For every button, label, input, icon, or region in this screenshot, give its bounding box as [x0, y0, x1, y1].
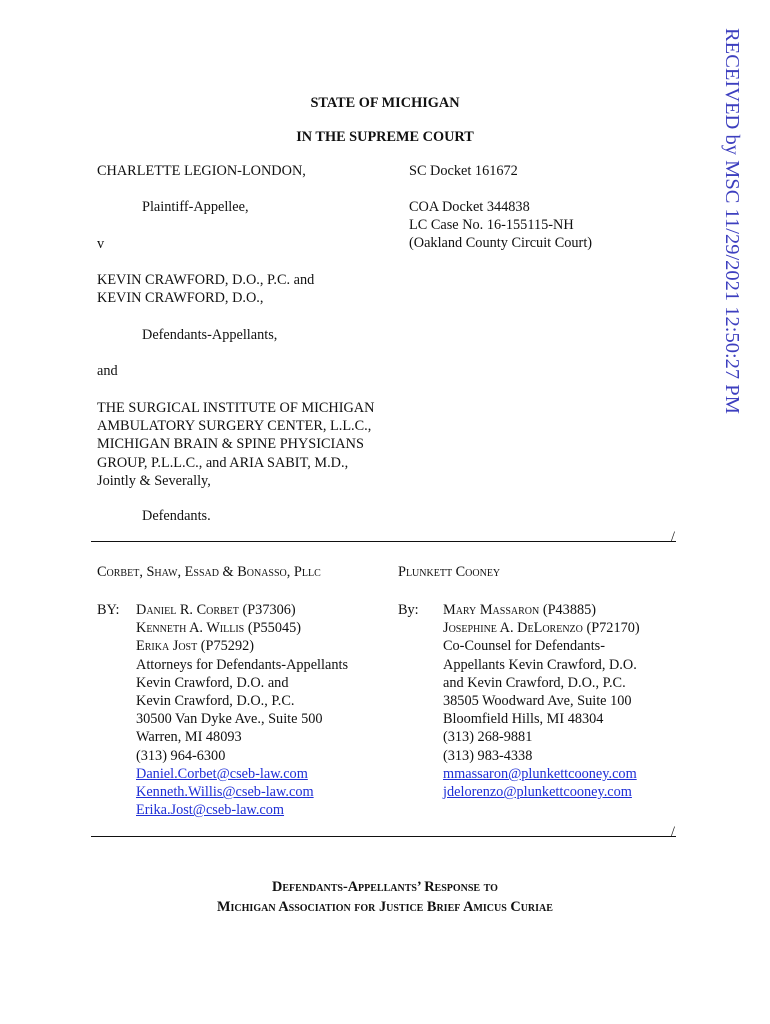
attorney-name: Erika Jost (P75292) [136, 638, 254, 655]
lc-case: LC Case No. 16-155115-NH [409, 217, 574, 234]
email-link[interactable]: jdelorenzo@plunkettcooney.com [443, 784, 632, 801]
attorney-name: Josephine A. DeLorenzo (P72170) [443, 620, 640, 637]
sc-docket: SC Docket 161672 [409, 163, 518, 179]
counsel-detail: 30500 Van Dyke Ave., Suite 500 [136, 711, 323, 728]
counsel-detail: Kevin Crawford, D.O. and [136, 674, 289, 691]
attorney-name: Mary Massaron (P43885) [443, 602, 597, 618]
counsel-detail: (313) 983-4338 [443, 747, 533, 764]
counsel-detail: Bloomfield Hills, MI 48304 [443, 711, 604, 728]
counsel-detail: Warren, MI 48093 [136, 729, 242, 746]
defendants-line: KEVIN CRAWFORD, D.O., P.C. and [97, 272, 315, 288]
document-title-line2: Michigan Association for Justice Brief Amicus Curiae [217, 899, 553, 915]
counsel-detail: (313) 268-9881 [443, 729, 533, 746]
state-heading: STATE OF MICHIGAN [310, 95, 460, 111]
email-link[interactable]: Daniel.Corbet@cseb-law.com [136, 765, 308, 782]
circuit-court: (Oakland County Circuit Court) [409, 235, 593, 252]
counsel-detail: Attorneys for Defendants-Appellants [136, 656, 349, 673]
right-counsel-block [443, 601, 640, 801]
court-heading: IN THE SUPREME COURT [296, 129, 474, 145]
defendants-names [97, 271, 314, 307]
other-defendants-line: GROUP, P.L.L.C., and ARIA SABIT, M.D., [97, 454, 349, 471]
caption-divider [91, 541, 676, 542]
email-link[interactable]: Kenneth.Willis@cseb-law.com [136, 784, 314, 801]
email-link[interactable]: Erika.Jost@cseb-law.com [136, 802, 285, 819]
right-firm-name: Plunkett Cooney [398, 564, 501, 580]
coa-docket: COA Docket 344838 [409, 199, 530, 215]
other-defendants-line: Jointly & Severally, [97, 472, 211, 489]
attorney-name: Kenneth A. Willis (P55045) [136, 620, 302, 637]
email-link[interactable]: mmassaron@plunkettcooney.com [443, 765, 637, 782]
divider-slash: / [671, 824, 675, 840]
received-stamp: RECEIVED by MSC 11/29/2021 12:50:27 PM [721, 28, 743, 414]
document-title-line1: Defendants-Appellants’ Response to [272, 879, 498, 895]
counsel-detail: (313) 964-6300 [136, 747, 226, 764]
and-label: and [97, 363, 118, 379]
other-defendants-role: Defendants. [142, 508, 211, 524]
other-defendants-names [97, 399, 374, 490]
other-defendants-line: MICHIGAN BRAIN & SPINE PHYSICIANS [97, 436, 364, 453]
counsel-detail: and Kevin Crawford, D.O., P.C. [443, 674, 626, 691]
right-by-label: By: [398, 602, 419, 618]
lower-court-info [409, 198, 592, 253]
versus-label: v [97, 236, 105, 252]
attorney-name: Daniel R. Corbet (P37306) [136, 602, 296, 618]
defendants-role: Defendants-Appellants, [142, 327, 278, 343]
counsel-detail: Kevin Crawford, D.O., P.C. [136, 693, 295, 710]
plaintiff-name: CHARLETTE LEGION-LONDON, [97, 163, 306, 179]
other-defendants-line: THE SURGICAL INSTITUTE OF MICHIGAN [97, 400, 375, 416]
counsel-divider [91, 836, 676, 837]
counsel-detail: Co-Counsel for Defendants- [443, 638, 605, 655]
divider-slash: / [671, 529, 675, 545]
defendants-line: KEVIN CRAWFORD, D.O., [97, 290, 264, 307]
counsel-detail: 38505 Woodward Ave, Suite 100 [443, 693, 632, 710]
left-by-label: BY: [97, 602, 120, 618]
counsel-detail: Appellants Kevin Crawford, D.O. [443, 656, 637, 673]
left-firm-name: Corbet, Shaw, Essad & Bonasso, Pllc [97, 564, 321, 580]
plaintiff-role: Plaintiff-Appellee, [142, 199, 249, 215]
left-counsel-block [136, 601, 348, 819]
other-defendants-line: AMBULATORY SURGERY CENTER, L.L.C., [97, 418, 372, 435]
